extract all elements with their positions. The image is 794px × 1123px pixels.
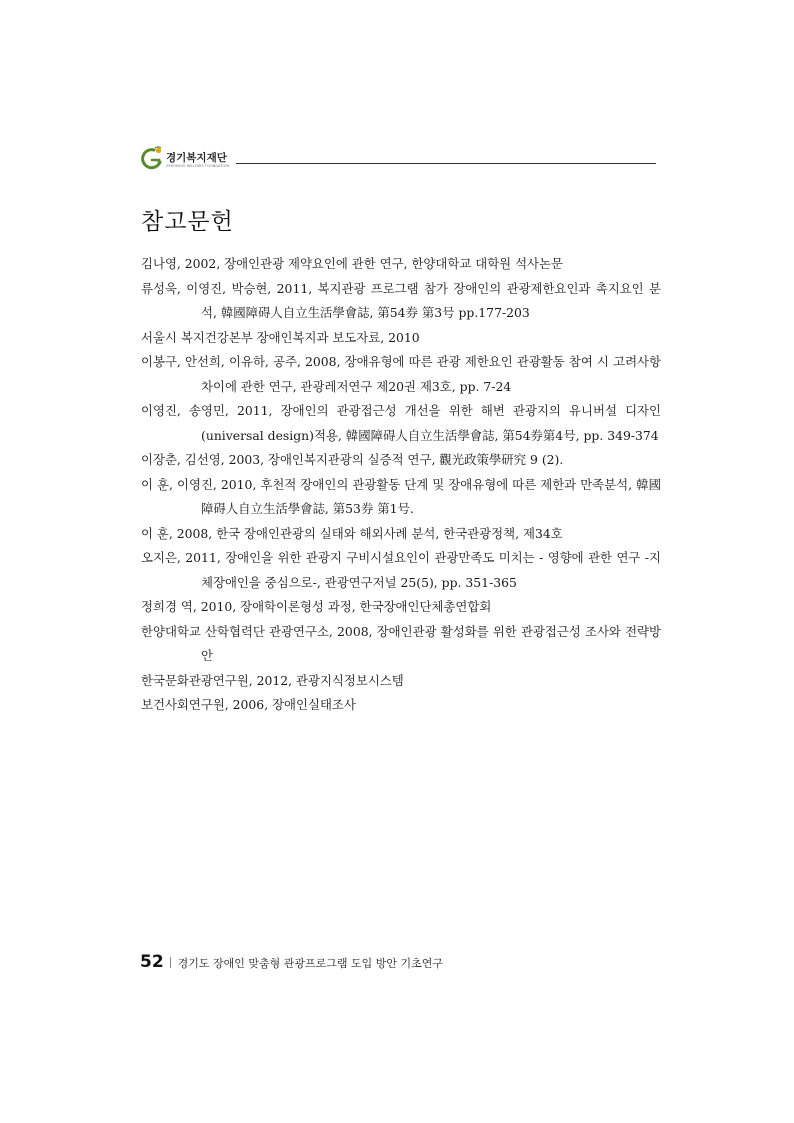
reference-item: 오지은, 2011, 장애인을 위한 관광지 구비시설요인이 관광만족도 미치는 - 영향에 관한 연구 -지체장애인을 중심으로-, 관광연구저널 25(5), pp. 351-365	[141, 550, 661, 590]
reference-item: 한양대학교 산학협력단 관광연구소, 2008, 장애인관광 활성화를 위한 관광접근성 조사와 전략방안	[141, 623, 661, 663]
reference-item: 이영진, 송영민, 2011, 장애인의 관광접근성 개선을 위한 해변 관광지의 유니버설 디자인(universal design)적용, 韓國障碍人自立生活學會誌, 第54券第4号, pp. 349-374	[141, 403, 661, 443]
reference-item: 이장춘, 김선영, 2003, 장애인복지관광의 실증적 연구, 觀光政策學研究 9 (2).	[141, 452, 564, 467]
page-header	[140, 146, 656, 176]
page-footer	[140, 952, 443, 972]
reference-list	[141, 252, 661, 718]
reference-item: 이 훈, 2008, 한국 장애인관광의 실태와 해외사례 분석, 한국관광정책, 제34호	[141, 525, 563, 541]
gyeonggi-welfare-logo-icon	[140, 146, 164, 172]
reference-item: 김나영, 2002, 장애인관광 제약요인에 관한 연구, 한양대학교 대학원 석사논문	[141, 256, 563, 271]
page-title: 참고문헌	[141, 209, 234, 235]
page-number: 52	[140, 952, 164, 972]
reference-item: 한국문화관광연구원, 2012, 관광지식정보시스템	[141, 672, 404, 688]
footer-separator	[170, 957, 171, 968]
reference-item: 이 훈, 이영진, 2010, 후천적 장애인의 관광활동 단계 및 장애유형에 따른 제한과 만족분석, 韓國障碍人自立生活學會誌, 第53券 第1号.	[141, 476, 661, 516]
reference-item: 서울시 복지건강본부 장애인복지과 보도자료, 2010	[141, 329, 420, 345]
header-divider	[236, 163, 656, 164]
running-title: 경기도 장애인 맞춤형 관광프로그램 도입 방안 기초연구	[177, 957, 444, 970]
organization-name: 경기복지재단	[166, 152, 227, 164]
organization-subtitle: GYEONGGI WELFARE FOUNDATION	[166, 164, 230, 168]
reference-item: 류성욱, 이영진, 박승현, 2011, 복지관광 프로그램 참가 장애인의 관광제한요인과 촉지요인 분석, 韓國障碍人自立生活學會誌, 第54券 第3号 pp.177-203	[141, 280, 661, 320]
reference-item: 이봉구, 안선희, 이유하, 공주, 2008, 장애유형에 따른 관광 제한요인 관광활동 참여 시 고려사항 차이에 관한 연구, 관광레저연구 제20권 제3호, pp. 7-24	[141, 354, 661, 394]
reference-item: 보건사회연구원, 2006, 장애인실태조사	[141, 697, 356, 712]
reference-item: 정희경 역, 2010, 장애학이론형성 과정, 한국장애인단체총연합회	[141, 599, 492, 614]
